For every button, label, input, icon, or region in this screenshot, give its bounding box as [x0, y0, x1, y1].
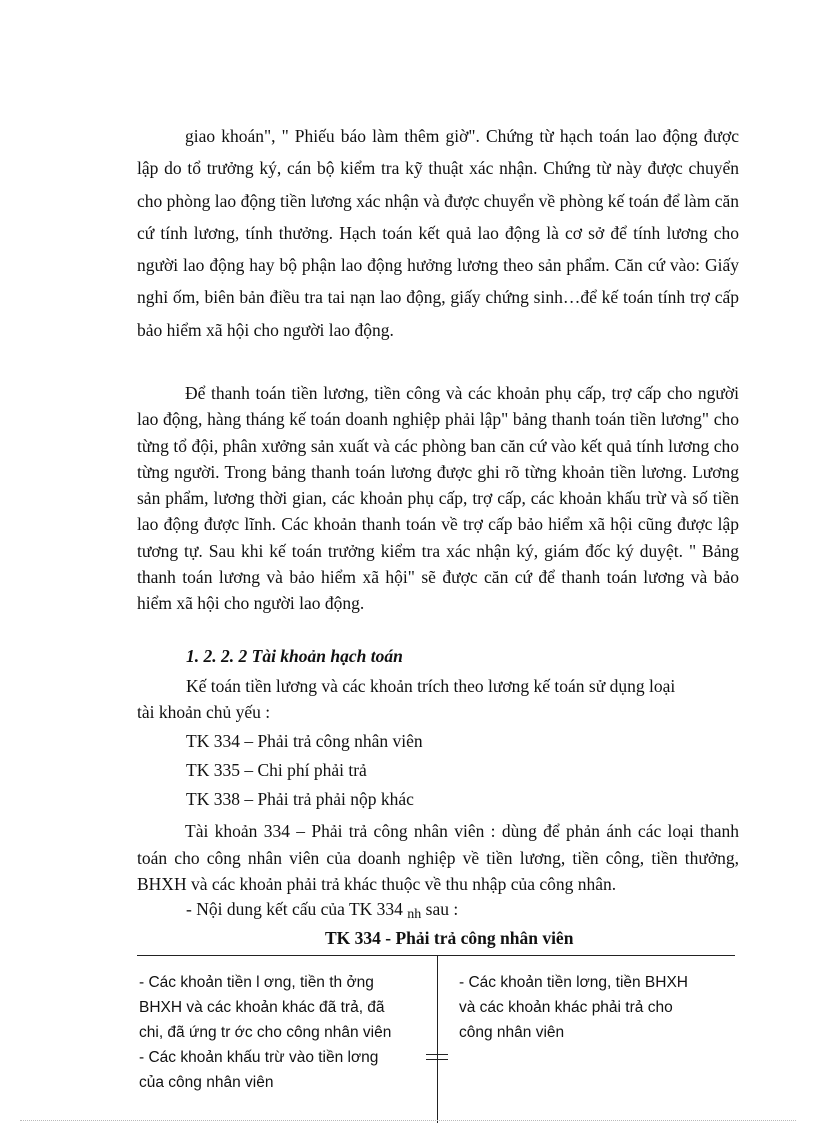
paragraph-labor-vouchers: giao khoán", " Phiếu báo làm thêm giờ". Chứng từ hạch toán lao động được lập do tổ trưởng ký, cán bộ kiểm tra kỹ thuật xác nhận. Chứng từ này được chuyển cho phòng lao động tiền lương xác nhận và được chuyển về phòng kế toán để làm căn cứ tính lương, tính thưởng. Hạch toán kết quả lao động là cơ sở để tính lương cho người lao động hay bộ phận lao động hưởng lương theo sản phẩm. Căn cứ vào: Giấy nghỉ ốm, biên bản điều tra tai nạn lao động, giấy chứng sinh…để kế toán tính trợ cấp bảo hiểm xã hội cho người lao động.: [137, 126, 739, 340]
credit-line: công nhân viên: [459, 1024, 565, 1041]
t-account-title: TK 334 - Phải trả công nhân viên: [325, 928, 574, 948]
credit-line: - Các khoản tiền lơng, tiền BHXH: [459, 974, 688, 991]
paragraph-payroll-table: Để thanh toán tiền lương, tiền công và các khoản phụ cấp, trợ cấp cho người lao động, hàng tháng kế toán doanh nghiệp phải lập" bảng thanh toán tiền lương" cho từng tổ đội, phân xưởng sản xuất và các phòng ban căn cứ vào kết quả tính lương cho từng người. Trong bảng thanh toán lương được ghi rõ từng khoản tiền lương. Lương sản phẩm, lương thời gian, các khoản phụ cấp, trợ cấp, các khoản khấu trừ và số tiền lao động được lĩnh. Các khoản thanh toán về trợ cấp bảo hiểm xã hội cũng được lập tương tự. Sau khi kế toán trưởng kiểm tra xác nhận ký, giám đốc ký duyệt. " Bảng thanh toán lương và bảo hiểm xã hội" sẽ được căn cứ để thanh toán lương và bảo hiểm xã hội cho người lao động.: [137, 383, 739, 614]
bullet-text: - Nội dung kết cấu của TK 334: [186, 899, 403, 919]
paragraph-accounts-intro-line1: Kế toán tiền lương và các khoản trích theo lương kế toán sử dụng loại: [186, 676, 676, 696]
debit-line: - Các khoản khấu trừ vào tiền lơng: [139, 1049, 379, 1066]
t-account-tick: [426, 1054, 448, 1055]
account-item: TK 335 – Chi phí phải trả: [186, 760, 367, 780]
bullet-small-text: nh: [407, 907, 422, 922]
debit-line: BHXH và các khoản khác đã trả, đã: [139, 999, 385, 1016]
section-heading: 1. 2. 2. 2 Tài khoản hạch toán: [186, 646, 403, 666]
bullet-suffix: sau :: [425, 899, 459, 919]
page-bottom-dotted-line: [20, 1120, 796, 1121]
paragraph-accounts-intro-line2: tài khoản chủ yếu :: [137, 702, 271, 722]
t-account-tick: [426, 1059, 448, 1060]
t-account-debit-side: [139, 970, 429, 1095]
debit-line: của công nhân viên: [139, 1074, 274, 1091]
t-account-top-rule: [137, 955, 735, 956]
account-item: TK 334 – Phải trả công nhân viên: [186, 731, 423, 751]
debit-line: - Các khoản tiền l ơng, tiền th ởng: [139, 974, 374, 991]
structure-bullet: [186, 899, 458, 920]
t-account-credit-side: [459, 970, 739, 1045]
t-account-divider: [437, 955, 438, 1123]
paragraph-account-334: Tài khoản 334 – Phải trả công nhân viên : dùng để phản ánh các loại thanh toán cho công nhân viên của doanh nghiệp về tiền lương, tiền công, tiền thưởng, BHXH và các khoản phải trả khác thuộc về thu nhập của công nhân.: [137, 821, 739, 894]
debit-line: chi, đã ứng tr ớc cho công nhân viên: [139, 1024, 392, 1041]
account-item: TK 338 – Phải trả phải nộp khác: [186, 789, 414, 809]
credit-line: và các khoản khác phải trả cho: [459, 999, 673, 1016]
